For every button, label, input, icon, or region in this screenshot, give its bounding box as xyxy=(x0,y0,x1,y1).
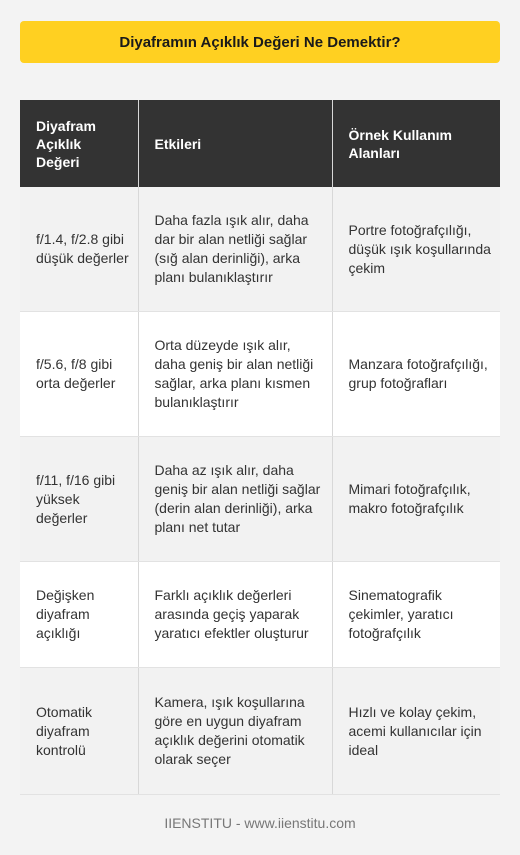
aperture-value-cell: Değişken diyafram açıklığı xyxy=(20,562,138,668)
footer-credit: IIENSTITU - www.iienstitu.com xyxy=(164,815,356,831)
effect-cell: Orta düzeyde ışık alır, daha geniş bir alan netliği sağlar, arka planı kısmen bulanıklaştırır xyxy=(138,312,332,437)
aperture-value-cell: f/1.4, f/2.8 gibi düşük değerler xyxy=(20,187,138,312)
table-row xyxy=(20,312,500,437)
header-aperture-value: Diyafram Açıklık Değeri xyxy=(20,100,138,187)
aperture-value-cell: Otomatik diyafram kontrolü xyxy=(20,668,138,795)
aperture-value-cell: f/5.6, f/8 gibi orta değerler xyxy=(20,312,138,437)
usage-cell: Mimari fotoğrafçılık, makro fotoğrafçılık xyxy=(332,437,500,562)
usage-cell: Hızlı ve kolay çekim, acemi kullanıcılar için ideal xyxy=(332,668,500,795)
header-usage-areas: Örnek Kullanım Alanları xyxy=(332,100,500,187)
effect-cell: Kamera, ışık koşullarına göre en uygun diyafram açıklık değerini otomatik olarak seçer xyxy=(138,668,332,795)
header-effects: Etkileri xyxy=(138,100,332,187)
table-row xyxy=(20,668,500,795)
effect-cell: Farklı açıklık değerleri arasında geçiş yaparak yaratıcı efektler oluşturur xyxy=(138,562,332,668)
usage-cell: Manzara fotoğrafçılığı, grup fotoğrafları xyxy=(332,312,500,437)
page-title: Diyaframın Açıklık Değeri Ne Demektir? xyxy=(119,33,401,51)
aperture-table xyxy=(20,100,500,795)
table-row xyxy=(20,187,500,312)
table-row xyxy=(20,437,500,562)
table-header-row xyxy=(20,100,500,187)
table-row xyxy=(20,562,500,668)
effect-cell: Daha fazla ışık alır, daha dar bir alan netliği sağlar (sığ alan derinliği), arka planı bulanıklaştırır xyxy=(138,187,332,312)
aperture-value-cell: f/11, f/16 gibi yüksek değerler xyxy=(20,437,138,562)
title-banner xyxy=(20,21,500,63)
usage-cell: Portre fotoğrafçılığı, düşük ışık koşullarında çekim xyxy=(332,187,500,312)
effect-cell: Daha az ışık alır, daha geniş bir alan netliği sağlar (derin alan derinliği), arka planı net tutar xyxy=(138,437,332,562)
usage-cell: Sinematografik çekimler, yaratıcı fotoğrafçılık xyxy=(332,562,500,668)
